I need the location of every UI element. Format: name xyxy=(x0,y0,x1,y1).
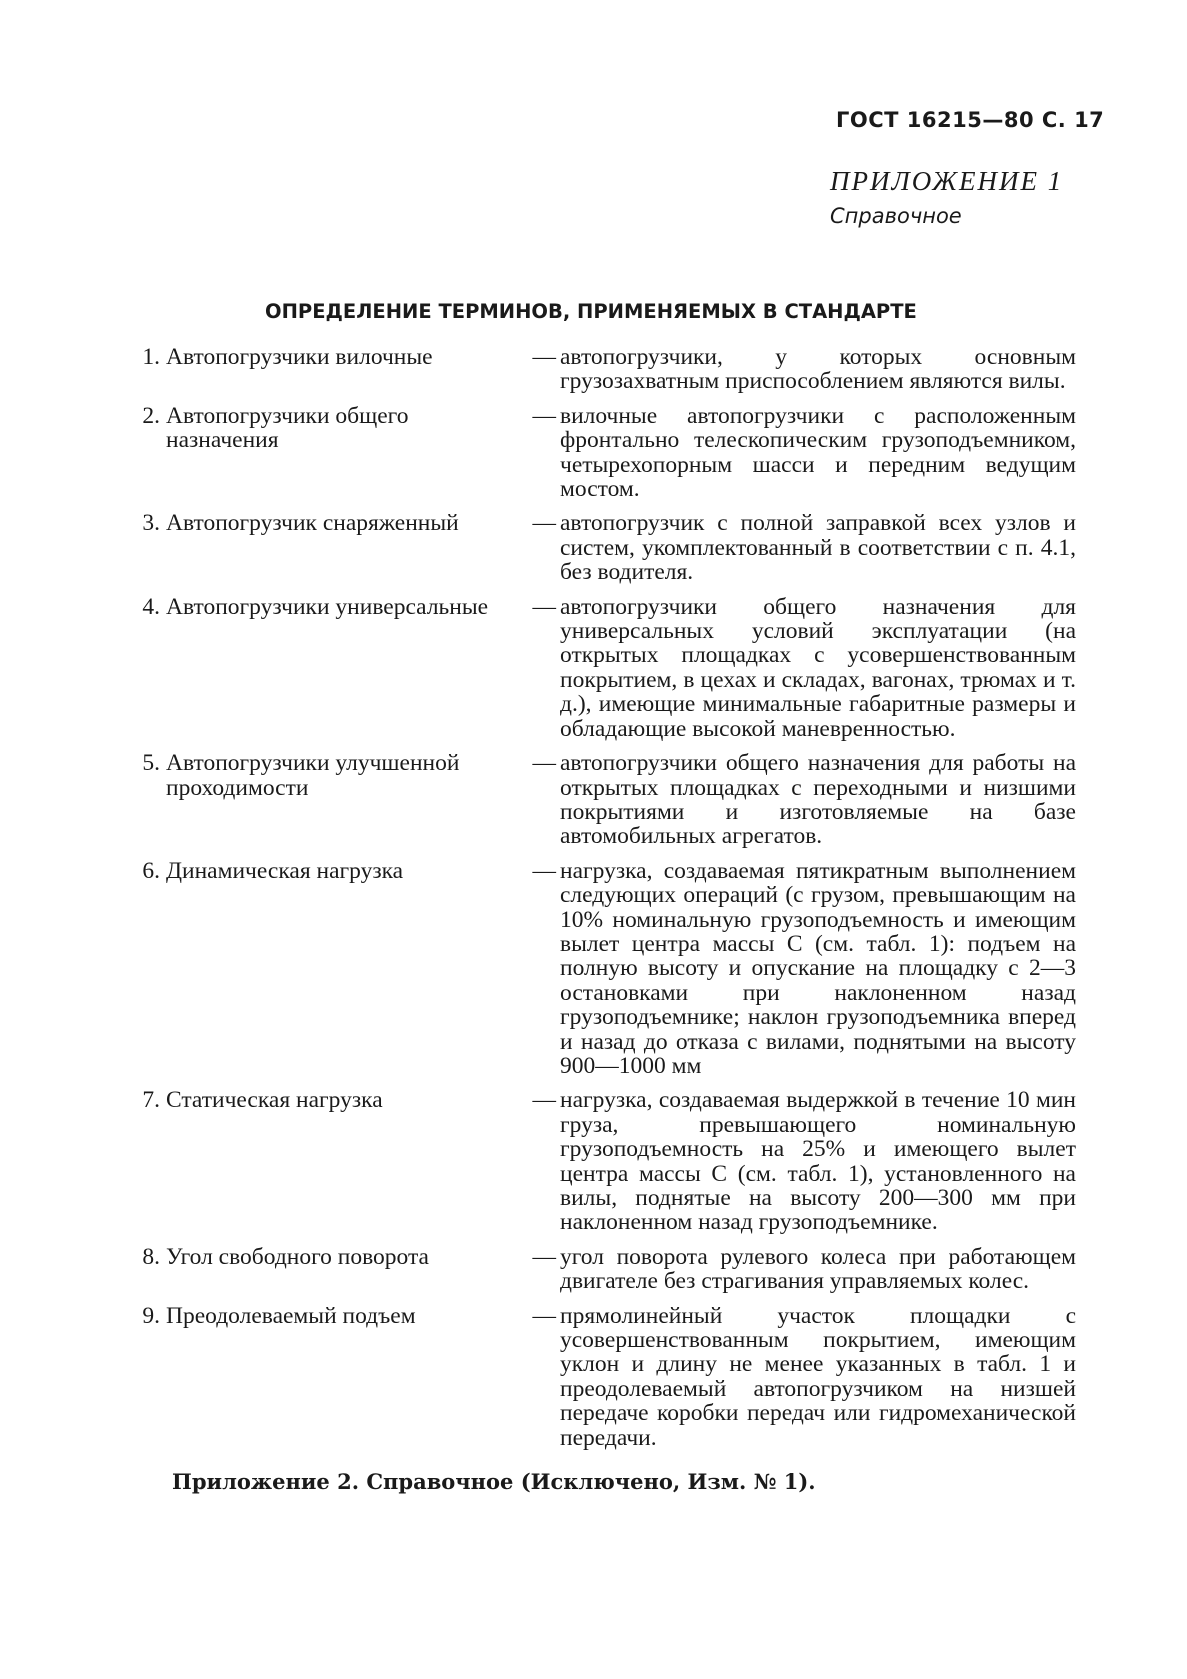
term-number: 1. xyxy=(142,344,160,370)
term-dash: — xyxy=(532,344,556,370)
term-row xyxy=(126,595,1076,741)
term-definition: автопогрузчики, у которых основным грузозахватным приспособлением являются вилы. xyxy=(560,344,1076,395)
term-dash: — xyxy=(532,1302,556,1329)
term-definition: вилочные автопогрузчики с расположенным фронтально телескопическим грузоподъемником, четырехопорным шасси и передним ведущим мостом. xyxy=(560,402,1076,503)
term-dash: — xyxy=(532,857,556,884)
term-definition: нагрузка, создаваемая пятикратным выполнением следующих операций (с грузом, превышающим на 10% номинальную грузоподъемность и имеющим вылет центра массы С (см. табл. 1): подъем на полную высоту и опускание на площадку с 2—3 остановками при наклоненном назад грузоподъемнике; наклон грузоподъемника вперед и назад до отказа с вилами, поднятыми на высоту 900—1000 мм xyxy=(560,857,1076,1079)
term-name: Автопогрузчики общего назначения xyxy=(166,402,409,454)
document-reference: ГОСТ 16215—80 С. 17 xyxy=(836,108,1105,132)
term-definition: автопогрузчики общего назначения для работы на открытых площадках с переходными и низшими покрытиями и изготовляемые на базе автомобильных агрегатов. xyxy=(560,750,1076,850)
term-dash: — xyxy=(532,750,556,777)
term-row xyxy=(126,1304,1076,1450)
term-name: Преодолеваемый подъем xyxy=(166,1302,416,1329)
term-definition: автопогрузчики общего назначения для универсальных условий эксплуатации (на открытых площадках с усовершенствованным покрытием, в цехах и складах, вагонах, трюмах и т. д.), имеющие минимальные габаритные размеры и обладающие высокой маневренностью. xyxy=(560,593,1076,742)
term-dash: — xyxy=(532,1243,556,1270)
term-number: 5. xyxy=(142,750,160,777)
term-row xyxy=(126,859,1076,1079)
term-name: Автопогрузчики вилочные xyxy=(166,344,433,370)
section-title: ОПРЕДЕЛЕНИЕ ТЕРМИНОВ, ПРИМЕНЯЕМЫХ В СТАНДАРТЕ xyxy=(265,300,917,323)
appendix-title: ПРИЛОЖЕНИЕ 1 xyxy=(830,166,1064,196)
term-name: Угол свободного поворота xyxy=(166,1243,429,1270)
term-row xyxy=(126,751,1076,849)
term-name: Динамическая нагрузка xyxy=(166,857,404,884)
term-row xyxy=(126,345,1076,394)
term-definition: угол поворота рулевого колеса при работающем двигателе без страгивания управляемых колес. xyxy=(560,1243,1076,1295)
term-dash: — xyxy=(532,510,556,537)
term-name: Статическая нагрузка xyxy=(166,1087,383,1114)
term-row xyxy=(126,1245,1076,1294)
term-definition: прямолинейный участок площадки с усовершенствованным покрытием, имеющим уклон и длину не менее указанных в табл. 1 и преодолеваемый автопогрузчиком на низшей передаче коробки передач или гидромеханической передачи. xyxy=(560,1302,1076,1451)
term-row xyxy=(126,511,1076,584)
term-dash: — xyxy=(532,593,556,620)
term-number: 2. xyxy=(142,402,160,429)
term-number: 6. xyxy=(142,857,160,884)
term-number: 3. xyxy=(142,510,160,537)
appendix-subtitle: Справочное xyxy=(830,204,962,228)
term-number: 9. xyxy=(142,1302,160,1329)
term-row xyxy=(126,1088,1076,1234)
term-dash: — xyxy=(532,1087,556,1114)
term-definition: автопогрузчик с полной заправкой всех узлов и систем, укомплектованный в соответствии с п. 4.1, без водителя. xyxy=(560,510,1076,586)
term-number: 8. xyxy=(142,1243,160,1270)
term-number: 7. xyxy=(142,1087,160,1114)
term-name: Автопогрузчики универсальные xyxy=(166,593,489,620)
term-definition: нагрузка, создаваемая выдержкой в течение 10 мин груза, превышающего номинальную грузоподъемность на 25% и имеющего вылет центра массы С (см. табл. 1), установленного на вилы, поднятые на высоту 200—300 мм при наклоненном назад грузоподъемнике. xyxy=(560,1087,1076,1236)
terms-list xyxy=(126,345,1076,1460)
appendix-2-note: Приложение 2. Справочное (Исключено, Изм. № 1). xyxy=(172,1469,816,1494)
term-name: Автопогрузчик снаряженный xyxy=(166,510,459,537)
term-dash: — xyxy=(532,402,556,429)
term-name: Автопогрузчики улучшенной проходимости xyxy=(166,750,460,801)
term-row xyxy=(126,404,1076,502)
term-number: 4. xyxy=(142,593,160,620)
